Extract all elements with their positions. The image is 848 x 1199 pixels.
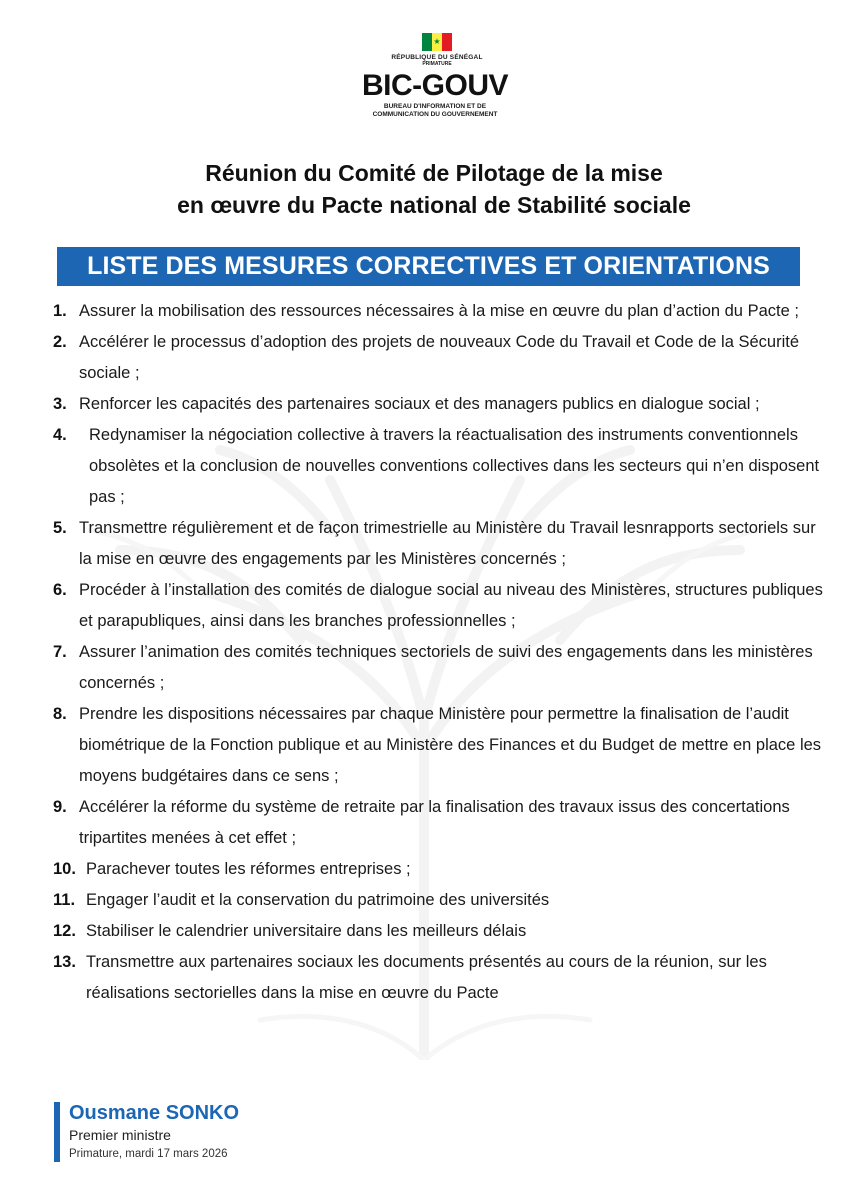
item-text: Procéder à l’installation des comités de dialogue social au niveau des Ministères, structures publiques et parapubliques, ainsi dans les branches professionnelles ; [79,581,823,630]
item-number: 8. [53,705,67,723]
list-item [53,916,823,947]
title-line-2: en œuvre du Pacte national de Stabilité sociale [177,192,691,218]
primature-label: PRIMATURE [422,61,452,67]
page-title [60,157,808,221]
signatory-role: Premier ministre [69,1127,171,1143]
section-banner: LISTE DES MESURES CORRECTIVES ET ORIENTATIONS [57,247,800,286]
item-number: 6. [53,581,67,599]
list-item [53,947,823,1009]
list-item [53,854,823,885]
item-text: Accélérer la réforme du système de retraite par la finalisation des travaux issus des concertations tripartites menées à cet effet ; [79,798,790,847]
brand-name: BIC-GOUV [362,69,508,102]
list-item [53,792,823,854]
item-number: 12. [53,922,76,940]
list-item [53,327,823,389]
item-text: Prendre les dispositions nécessaires par chaque Ministère pour permettre la finalisation de l’audit biométrique de la Fonction publique et au Ministère des Finances et du Budget de mettre en place les moyens budgétaires dans ce sens ; [79,705,822,785]
item-number: 7. [53,643,67,661]
senegal-flag-icon: ★ [422,33,452,51]
item-text: Renforcer les capacités des partenaires sociaux et des managers publics en dialogue social ; [79,395,760,413]
list-item [53,637,823,699]
item-number: 9. [53,798,67,816]
item-text: Stabiliser le calendrier universitaire dans les meilleurs délais [86,922,527,940]
item-number: 10. [53,860,76,878]
list-item [53,575,823,637]
item-text: Redynamiser la négociation collective à travers la réactualisation des instruments conventionnels obsolètes et la conclusion de nouvelles conventions collectives dans les secteurs qui n’en disposent pas ; [89,426,820,506]
item-number: 1. [53,302,67,320]
signatory-name: Ousmane SONKO [69,1102,240,1124]
list-item [53,420,823,513]
item-text: Accélérer le processus d’adoption des projets de nouveaux Code du Travail et Code de la Sécurité sociale ; [79,333,800,382]
item-number: 5. [53,519,67,537]
item-number: 2. [53,333,67,351]
list-item [53,885,823,916]
list-item [53,513,823,575]
list-item [53,296,823,327]
measures-list [53,296,823,1009]
item-number: 3. [53,395,67,413]
item-text: Transmettre aux partenaires sociaux les documents présentés au cours de la réunion, sur les réalisations sectorielles dans la mise en œuvre du Pacte [86,953,767,1002]
list-item [53,699,823,792]
item-text: Assurer la mobilisation des ressources nécessaires à la mise en œuvre du plan d’action du Pacte ; [79,302,799,320]
item-text: Transmettre régulièrement et de façon trimestrielle au Ministère du Travail lesnrapports sectoriels sur la mise en œuvre des engagements par les Ministères concernés ; [79,519,816,568]
item-number: 13. [53,953,76,971]
item-number: 4. [53,426,67,444]
item-number: 11. [53,891,76,909]
list-item [53,389,823,420]
signature-accent-bar [54,1102,60,1162]
item-text: Assurer l’animation des comités techniques sectoriels de suivi des engagements dans les ministères concernés ; [79,643,813,692]
place-date: Primature, mardi 17 mars 2026 [69,1148,228,1160]
bic-gouv-logo [0,30,848,125]
item-text: Parachever toutes les réformes entreprises ; [86,860,411,878]
republic-label: RÉPUBLIQUE DU SÉNÉGAL [391,54,483,61]
bureau-label: BUREAU D'INFORMATION ET DE COMMUNICATION DU GOUVERNEMENT [372,103,498,118]
title-line-1: Réunion du Comité de Pilotage de la mise [205,160,663,186]
item-text: Engager l’audit et la conservation du patrimoine des universités [86,891,550,909]
